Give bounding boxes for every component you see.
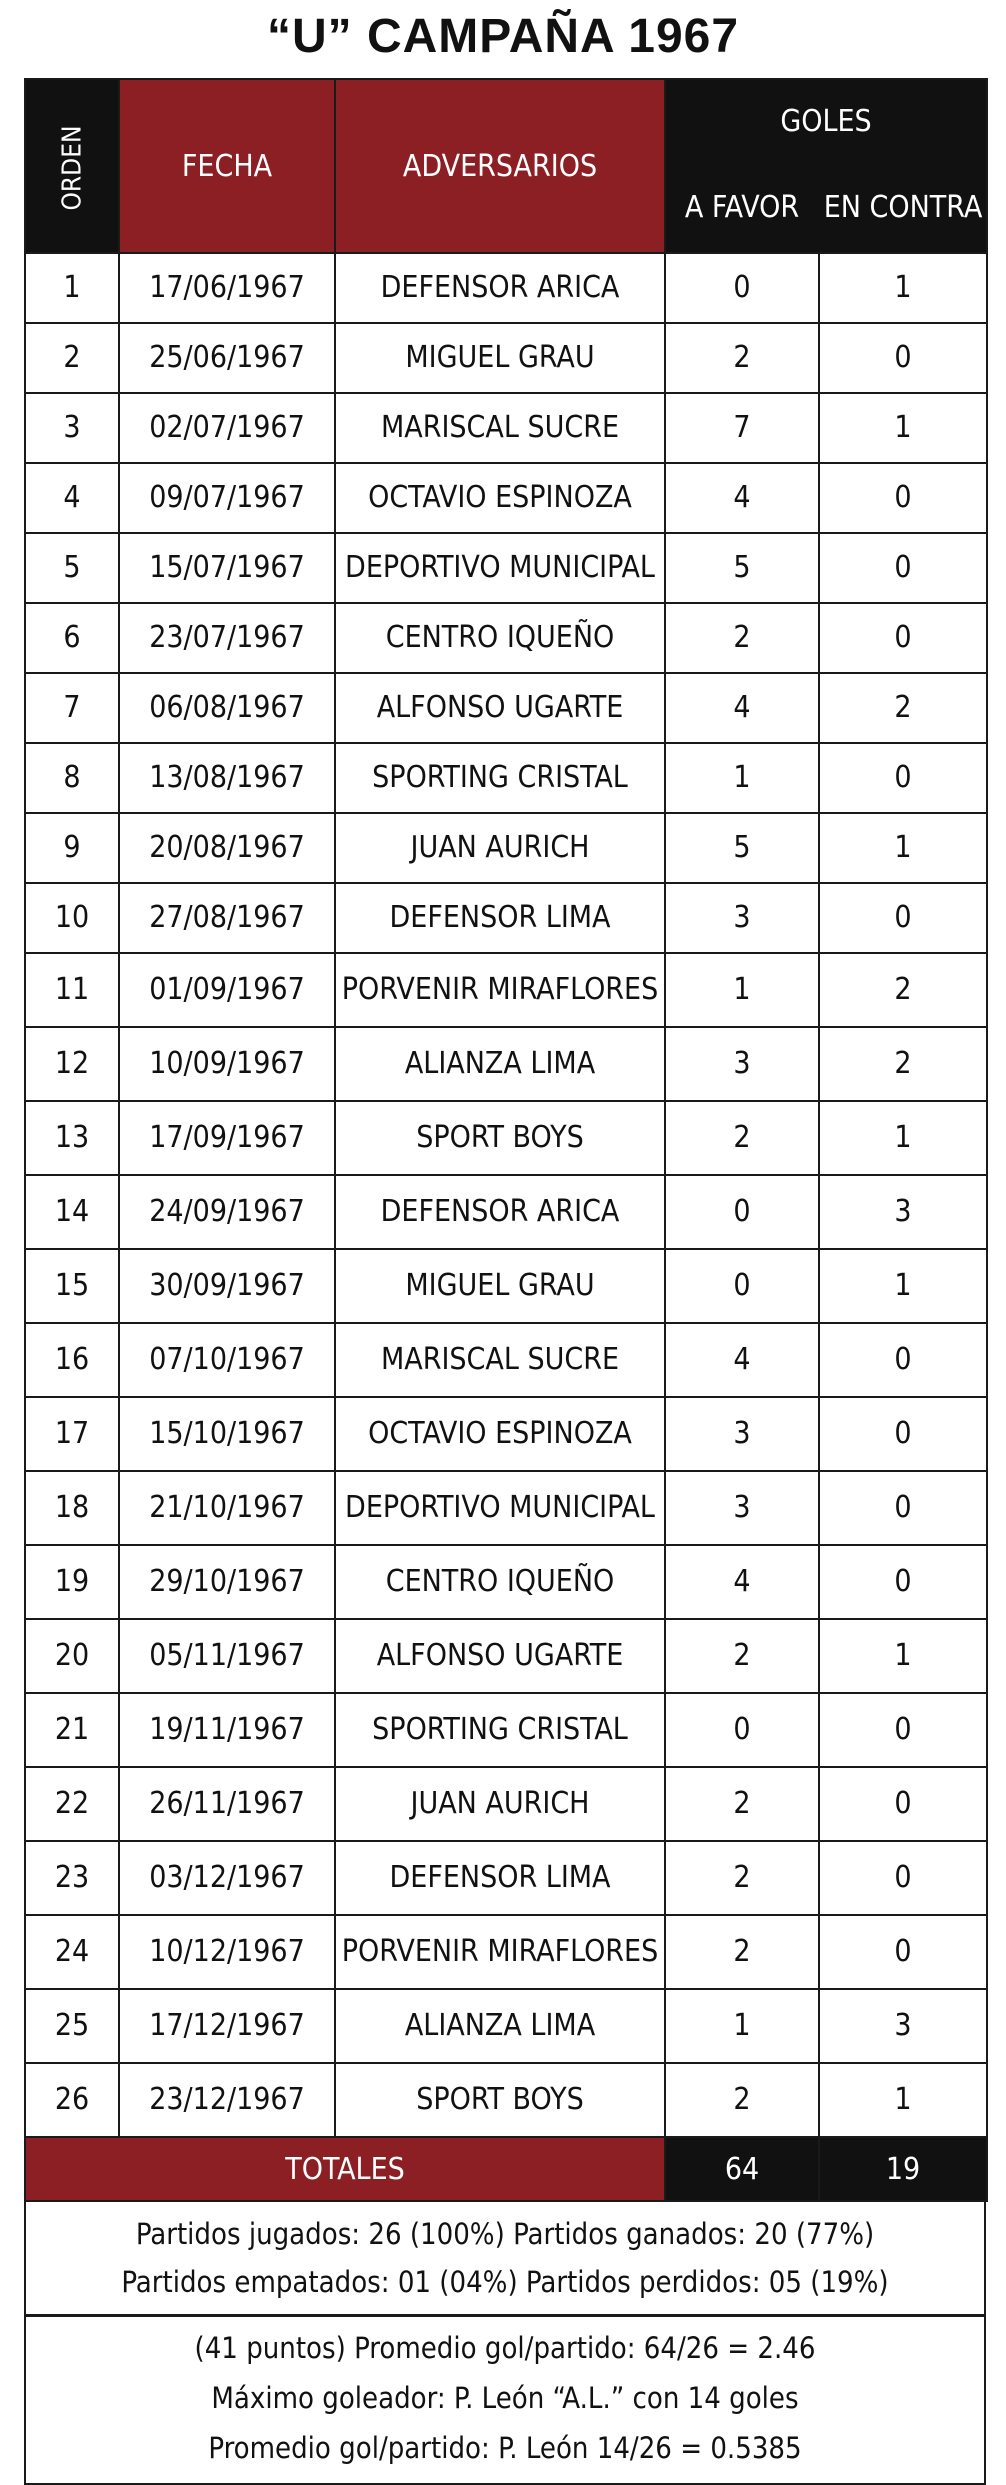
cell-adversario: JUAN AURICH [335, 1767, 665, 1841]
cell-orden: 12 [25, 1027, 119, 1101]
table-row [25, 1101, 987, 1175]
cell-adversario: ALFONSO UGARTE [335, 1619, 665, 1693]
cell-adversario: PORVENIR MIRAFLORES [335, 1915, 665, 1989]
cell-adversario: OCTAVIO ESPINOZA [335, 1397, 665, 1471]
cell-orden: 18 [25, 1471, 119, 1545]
summary-goals [26, 2317, 984, 2483]
cell-a-favor: 2 [665, 603, 819, 673]
cell-a-favor: 2 [665, 1619, 819, 1693]
cell-a-favor: 1 [665, 1989, 819, 2063]
cell-adversario: DEPORTIVO MUNICIPAL [335, 533, 665, 603]
cell-en-contra: 2 [819, 953, 987, 1027]
cell-adversario: DEFENSOR ARICA [335, 1175, 665, 1249]
cell-en-contra: 0 [819, 1841, 987, 1915]
table-row [25, 1323, 987, 1397]
cell-orden: 22 [25, 1767, 119, 1841]
table-row [25, 463, 987, 533]
cell-a-favor: 4 [665, 1323, 819, 1397]
cell-en-contra: 1 [819, 1619, 987, 1693]
cell-orden: 13 [25, 1101, 119, 1175]
cell-adversario: PORVENIR MIRAFLORES [335, 953, 665, 1027]
cell-orden: 10 [25, 883, 119, 953]
cell-adversario: SPORT BOYS [335, 2063, 665, 2137]
cell-fecha: 17/12/1967 [119, 1989, 335, 2063]
header-a-favor: A FAVOR [665, 163, 819, 253]
cell-fecha: 05/11/1967 [119, 1619, 335, 1693]
totals-row [25, 2137, 987, 2201]
cell-a-favor: 1 [665, 743, 819, 813]
cell-en-contra: 0 [819, 1767, 987, 1841]
cell-adversario: ALIANZA LIMA [335, 1027, 665, 1101]
cell-orden: 8 [25, 743, 119, 813]
header-orden [25, 79, 119, 253]
campaign-table-container [24, 78, 986, 2485]
cell-orden: 6 [25, 603, 119, 673]
cell-en-contra: 1 [819, 1249, 987, 1323]
cell-fecha: 20/08/1967 [119, 813, 335, 883]
cell-adversario: MARISCAL SUCRE [335, 393, 665, 463]
summary-line-played-won: Partidos jugados: 26 (100%) Partidos ganados: 20 (77%) [135, 2217, 875, 2251]
cell-adversario: ALIANZA LIMA [335, 1989, 665, 2063]
cell-fecha: 01/09/1967 [119, 953, 335, 1027]
table-row [25, 1027, 987, 1101]
cell-en-contra: 3 [819, 1175, 987, 1249]
cell-orden: 15 [25, 1249, 119, 1323]
cell-en-contra: 2 [819, 1027, 987, 1101]
cell-orden: 17 [25, 1397, 119, 1471]
cell-en-contra: 3 [819, 1989, 987, 2063]
cell-a-favor: 4 [665, 673, 819, 743]
cell-en-contra: 0 [819, 743, 987, 813]
cell-adversario: DEPORTIVO MUNICIPAL [335, 1471, 665, 1545]
table-row [25, 533, 987, 603]
table-row [25, 1989, 987, 2063]
cell-en-contra: 0 [819, 463, 987, 533]
cell-a-favor: 2 [665, 1767, 819, 1841]
summary-line-drawn-lost: Partidos empatados: 01 (04%) Partidos perdidos: 05 (19%) [121, 2265, 889, 2299]
table-row [25, 1619, 987, 1693]
cell-en-contra: 0 [819, 1693, 987, 1767]
cell-a-favor: 0 [665, 253, 819, 323]
results-table [24, 78, 988, 2202]
cell-fecha: 27/08/1967 [119, 883, 335, 953]
cell-en-contra: 1 [819, 253, 987, 323]
table-row [25, 603, 987, 673]
cell-adversario: MIGUEL GRAU [335, 1249, 665, 1323]
table-row [25, 1249, 987, 1323]
cell-orden: 14 [25, 1175, 119, 1249]
cell-fecha: 15/07/1967 [119, 533, 335, 603]
cell-en-contra: 1 [819, 2063, 987, 2137]
cell-fecha: 17/09/1967 [119, 1101, 335, 1175]
cell-a-favor: 7 [665, 393, 819, 463]
cell-orden: 19 [25, 1545, 119, 1619]
cell-adversario: OCTAVIO ESPINOZA [335, 463, 665, 533]
cell-fecha: 21/10/1967 [119, 1471, 335, 1545]
summary-line-points-average: (41 puntos) Promedio gol/partido: 64/26 = 2.46 [194, 2331, 816, 2365]
cell-fecha: 10/12/1967 [119, 1915, 335, 1989]
summary-line-scorer-average: Promedio gol/partido: P. León 14/26 = 0.5385 [208, 2431, 802, 2465]
summary-matches [26, 2202, 984, 2317]
cell-orden: 16 [25, 1323, 119, 1397]
cell-en-contra: 1 [819, 393, 987, 463]
table-row [25, 1767, 987, 1841]
cell-adversario: SPORT BOYS [335, 1101, 665, 1175]
cell-a-favor: 3 [665, 1397, 819, 1471]
header-goles: GOLES [665, 79, 987, 163]
table-row [25, 2063, 987, 2137]
cell-fecha: 15/10/1967 [119, 1397, 335, 1471]
cell-fecha: 30/09/1967 [119, 1249, 335, 1323]
results-table-body [25, 253, 987, 2137]
cell-a-favor: 3 [665, 1471, 819, 1545]
table-row [25, 1693, 987, 1767]
cell-a-favor: 1 [665, 953, 819, 1027]
cell-fecha: 13/08/1967 [119, 743, 335, 813]
cell-adversario: CENTRO IQUEÑO [335, 1545, 665, 1619]
cell-a-favor: 3 [665, 1027, 819, 1101]
cell-orden: 3 [25, 393, 119, 463]
cell-en-contra: 0 [819, 1323, 987, 1397]
cell-adversario: MIGUEL GRAU [335, 323, 665, 393]
cell-orden: 25 [25, 1989, 119, 2063]
cell-a-favor: 2 [665, 323, 819, 393]
table-row [25, 953, 987, 1027]
cell-fecha: 06/08/1967 [119, 673, 335, 743]
cell-fecha: 23/07/1967 [119, 603, 335, 673]
cell-orden: 23 [25, 1841, 119, 1915]
table-row [25, 743, 987, 813]
cell-orden: 2 [25, 323, 119, 393]
cell-a-favor: 5 [665, 533, 819, 603]
cell-en-contra: 0 [819, 1915, 987, 1989]
cell-fecha: 19/11/1967 [119, 1693, 335, 1767]
cell-orden: 7 [25, 673, 119, 743]
header-fecha: FECHA [119, 79, 335, 253]
cell-a-favor: 4 [665, 463, 819, 533]
header-orden-label: ORDEN [56, 125, 87, 210]
table-row [25, 1915, 987, 1989]
cell-orden: 1 [25, 253, 119, 323]
cell-adversario: DEFENSOR LIMA [335, 1841, 665, 1915]
cell-fecha: 09/07/1967 [119, 463, 335, 533]
totals-en-contra: 19 [819, 2137, 987, 2201]
page-title: “U” CAMPAÑA 1967 [266, 10, 740, 63]
table-row [25, 1397, 987, 1471]
cell-a-favor: 0 [665, 1693, 819, 1767]
table-row [25, 1841, 987, 1915]
summary-line-top-scorer: Máximo goleador: P. León “A.L.” con 14 goles [211, 2381, 799, 2415]
cell-orden: 11 [25, 953, 119, 1027]
cell-en-contra: 2 [819, 673, 987, 743]
cell-fecha: 23/12/1967 [119, 2063, 335, 2137]
cell-orden: 9 [25, 813, 119, 883]
table-row [25, 883, 987, 953]
table-row [25, 253, 987, 323]
cell-adversario: DEFENSOR ARICA [335, 253, 665, 323]
cell-en-contra: 0 [819, 533, 987, 603]
table-row [25, 813, 987, 883]
cell-a-favor: 2 [665, 2063, 819, 2137]
cell-fecha: 26/11/1967 [119, 1767, 335, 1841]
cell-fecha: 17/06/1967 [119, 253, 335, 323]
cell-orden: 5 [25, 533, 119, 603]
cell-orden: 20 [25, 1619, 119, 1693]
cell-en-contra: 1 [819, 1101, 987, 1175]
header-en-contra: EN CONTRA [819, 163, 987, 253]
cell-adversario: DEFENSOR LIMA [335, 883, 665, 953]
cell-adversario: CENTRO IQUEÑO [335, 603, 665, 673]
cell-fecha: 29/10/1967 [119, 1545, 335, 1619]
cell-en-contra: 0 [819, 323, 987, 393]
table-row [25, 673, 987, 743]
summary-box [24, 2202, 986, 2485]
table-row [25, 323, 987, 393]
totals-label: TOTALES [25, 2137, 665, 2201]
table-row [25, 1471, 987, 1545]
totals-a-favor: 64 [665, 2137, 819, 2201]
cell-adversario: ALFONSO UGARTE [335, 673, 665, 743]
cell-fecha: 10/09/1967 [119, 1027, 335, 1101]
cell-en-contra: 1 [819, 813, 987, 883]
cell-a-favor: 2 [665, 1841, 819, 1915]
cell-adversario: MARISCAL SUCRE [335, 1323, 665, 1397]
cell-a-favor: 4 [665, 1545, 819, 1619]
cell-fecha: 07/10/1967 [119, 1323, 335, 1397]
cell-fecha: 24/09/1967 [119, 1175, 335, 1249]
cell-en-contra: 0 [819, 883, 987, 953]
table-row [25, 1545, 987, 1619]
cell-en-contra: 0 [819, 1545, 987, 1619]
cell-a-favor: 2 [665, 1101, 819, 1175]
cell-en-contra: 0 [819, 1471, 987, 1545]
cell-orden: 26 [25, 2063, 119, 2137]
cell-a-favor: 3 [665, 883, 819, 953]
cell-a-favor: 5 [665, 813, 819, 883]
cell-en-contra: 0 [819, 603, 987, 673]
cell-orden: 21 [25, 1693, 119, 1767]
header-adversarios: ADVERSARIOS [335, 79, 665, 253]
cell-adversario: SPORTING CRISTAL [335, 1693, 665, 1767]
cell-a-favor: 0 [665, 1249, 819, 1323]
cell-fecha: 25/06/1967 [119, 323, 335, 393]
cell-adversario: JUAN AURICH [335, 813, 665, 883]
cell-fecha: 02/07/1967 [119, 393, 335, 463]
table-row [25, 393, 987, 463]
table-row [25, 1175, 987, 1249]
cell-adversario: SPORTING CRISTAL [335, 743, 665, 813]
cell-en-contra: 0 [819, 1397, 987, 1471]
cell-fecha: 03/12/1967 [119, 1841, 335, 1915]
cell-orden: 4 [25, 463, 119, 533]
cell-a-favor: 0 [665, 1175, 819, 1249]
cell-a-favor: 2 [665, 1915, 819, 1989]
cell-orden: 24 [25, 1915, 119, 1989]
